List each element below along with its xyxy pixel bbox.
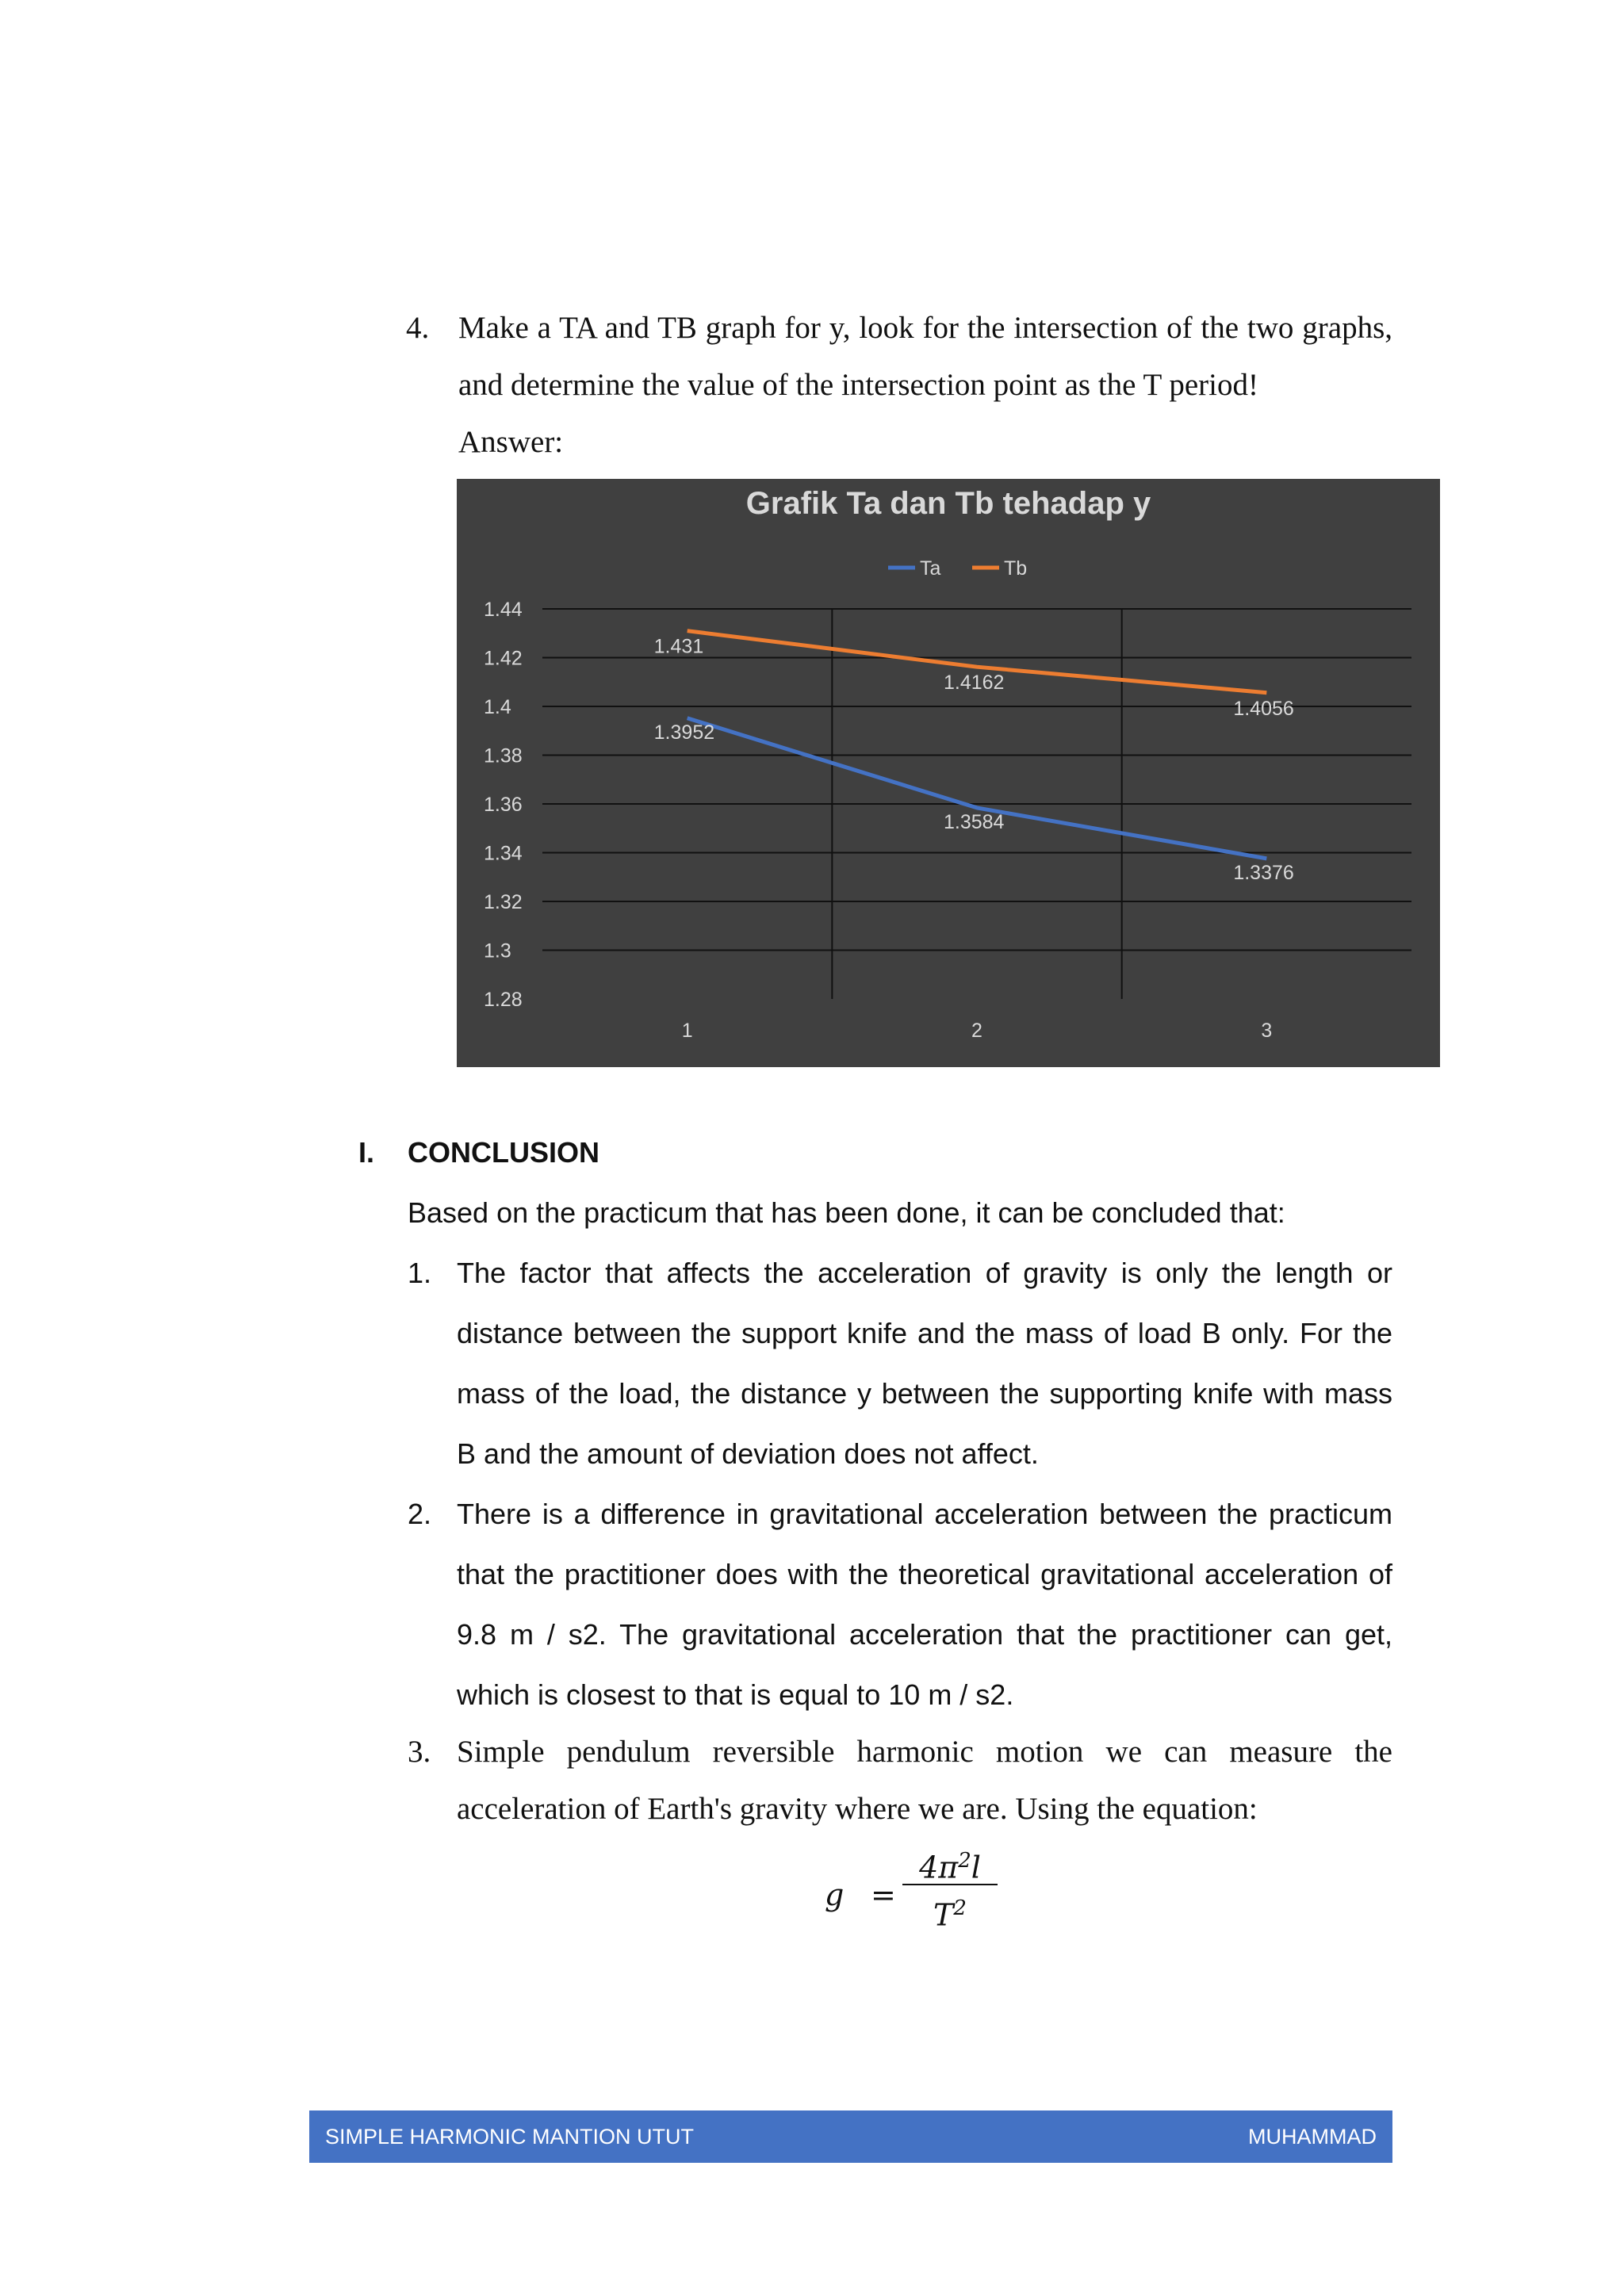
y-tick-label: 1.34 bbox=[484, 842, 523, 865]
data-label-tb: 1.4056 bbox=[1233, 697, 1294, 720]
denominator-exponent: 2 bbox=[953, 1896, 967, 1920]
y-tick-label: 1.32 bbox=[484, 891, 523, 913]
footer-author: MUHAMMAD bbox=[1248, 2125, 1377, 2149]
data-label-tb: 1.4162 bbox=[944, 672, 1005, 695]
y-tick-label: 1.44 bbox=[484, 599, 523, 621]
data-label-tb: 1.431 bbox=[653, 635, 704, 658]
data-label-ta: 1.3584 bbox=[944, 810, 1005, 833]
item-number: 1. bbox=[408, 1257, 432, 1289]
numerator-exponent: 2 bbox=[958, 1849, 971, 1873]
formula-fraction bbox=[898, 1839, 1002, 1933]
chart-ta-tb bbox=[457, 479, 1440, 1067]
item-text: There is a difference in gravitational acceleration between the practicum that the practitioner does with the theoretical gravitational acceleration of 9.8 m / s2. The gravitational acceleration that the practitioner can get, which is closest to that is equal to 10 m / s2. bbox=[457, 1498, 1392, 1711]
item-text: Simple pendulum reversible harmonic motion we can measure the acceleration of Earth's gravity where we are. Using the equation: bbox=[457, 1735, 1392, 1826]
conclusion-item-2 bbox=[408, 1484, 1392, 1725]
page-footer bbox=[309, 2110, 1392, 2163]
data-label-ta: 1.3376 bbox=[1233, 861, 1294, 884]
item-text: The factor that affects the acceleration of gravity is only the length or distance between the support knife and the mass of load B only. For the mass of the load, the distance y between the supporting knife with mass B and the amount of deviation does not affect. bbox=[457, 1257, 1392, 1470]
y-tick-label: 1.3 bbox=[484, 939, 511, 962]
formula-lhs: g bbox=[825, 1877, 845, 1912]
y-tick-label: 1.42 bbox=[484, 647, 523, 670]
data-label-ta: 1.3952 bbox=[653, 721, 715, 744]
conclusion-item-1 bbox=[408, 1243, 1392, 1484]
y-tick-label: 1.38 bbox=[484, 744, 523, 767]
formula-numerator bbox=[898, 1839, 1002, 1885]
formula-denominator bbox=[898, 1887, 1002, 1933]
formula-equals: = bbox=[871, 1877, 896, 1912]
answer-label: Answer: bbox=[458, 425, 564, 459]
numerator-coef: 4π bbox=[919, 1850, 959, 1885]
x-tick-label: 3 bbox=[1261, 1020, 1273, 1042]
conclusion-intro: Based on the practicum that has been done, it can be concluded that: bbox=[408, 1196, 1285, 1229]
numerator-var: l bbox=[971, 1850, 981, 1885]
item-number: 2. bbox=[408, 1498, 432, 1530]
section-title: CONCLUSION bbox=[408, 1136, 599, 1169]
gravity-formula bbox=[825, 1839, 983, 1934]
legend-label-tb: Tb bbox=[1004, 557, 1028, 580]
footer-title: SIMPLE HARMONIC MANTION UTUT bbox=[325, 2125, 695, 2149]
conclusion-item-3 bbox=[408, 1724, 1392, 1838]
chart-title: Grafik Ta dan Tb tehadap y bbox=[745, 486, 1151, 521]
x-tick-label: 1 bbox=[681, 1020, 693, 1042]
y-tick-label: 1.28 bbox=[484, 989, 523, 1011]
denominator-var: T bbox=[933, 1897, 954, 1933]
y-tick-label: 1.36 bbox=[484, 794, 523, 816]
section-number: I. bbox=[358, 1136, 375, 1169]
series-line-ta bbox=[688, 718, 1267, 859]
item-number: 3. bbox=[408, 1735, 431, 1769]
x-tick-label: 2 bbox=[971, 1020, 982, 1042]
y-tick-label: 1.4 bbox=[484, 696, 511, 718]
question-text: Make a TA and TB graph for y, look for the intersection of the two graphs, and determine the value of the intersection point as the T period! bbox=[458, 311, 1392, 402]
legend-label-ta: Ta bbox=[920, 557, 941, 580]
chart-svg bbox=[457, 479, 1440, 1067]
question-number: 4. bbox=[406, 311, 430, 345]
question-4 bbox=[406, 300, 1392, 471]
